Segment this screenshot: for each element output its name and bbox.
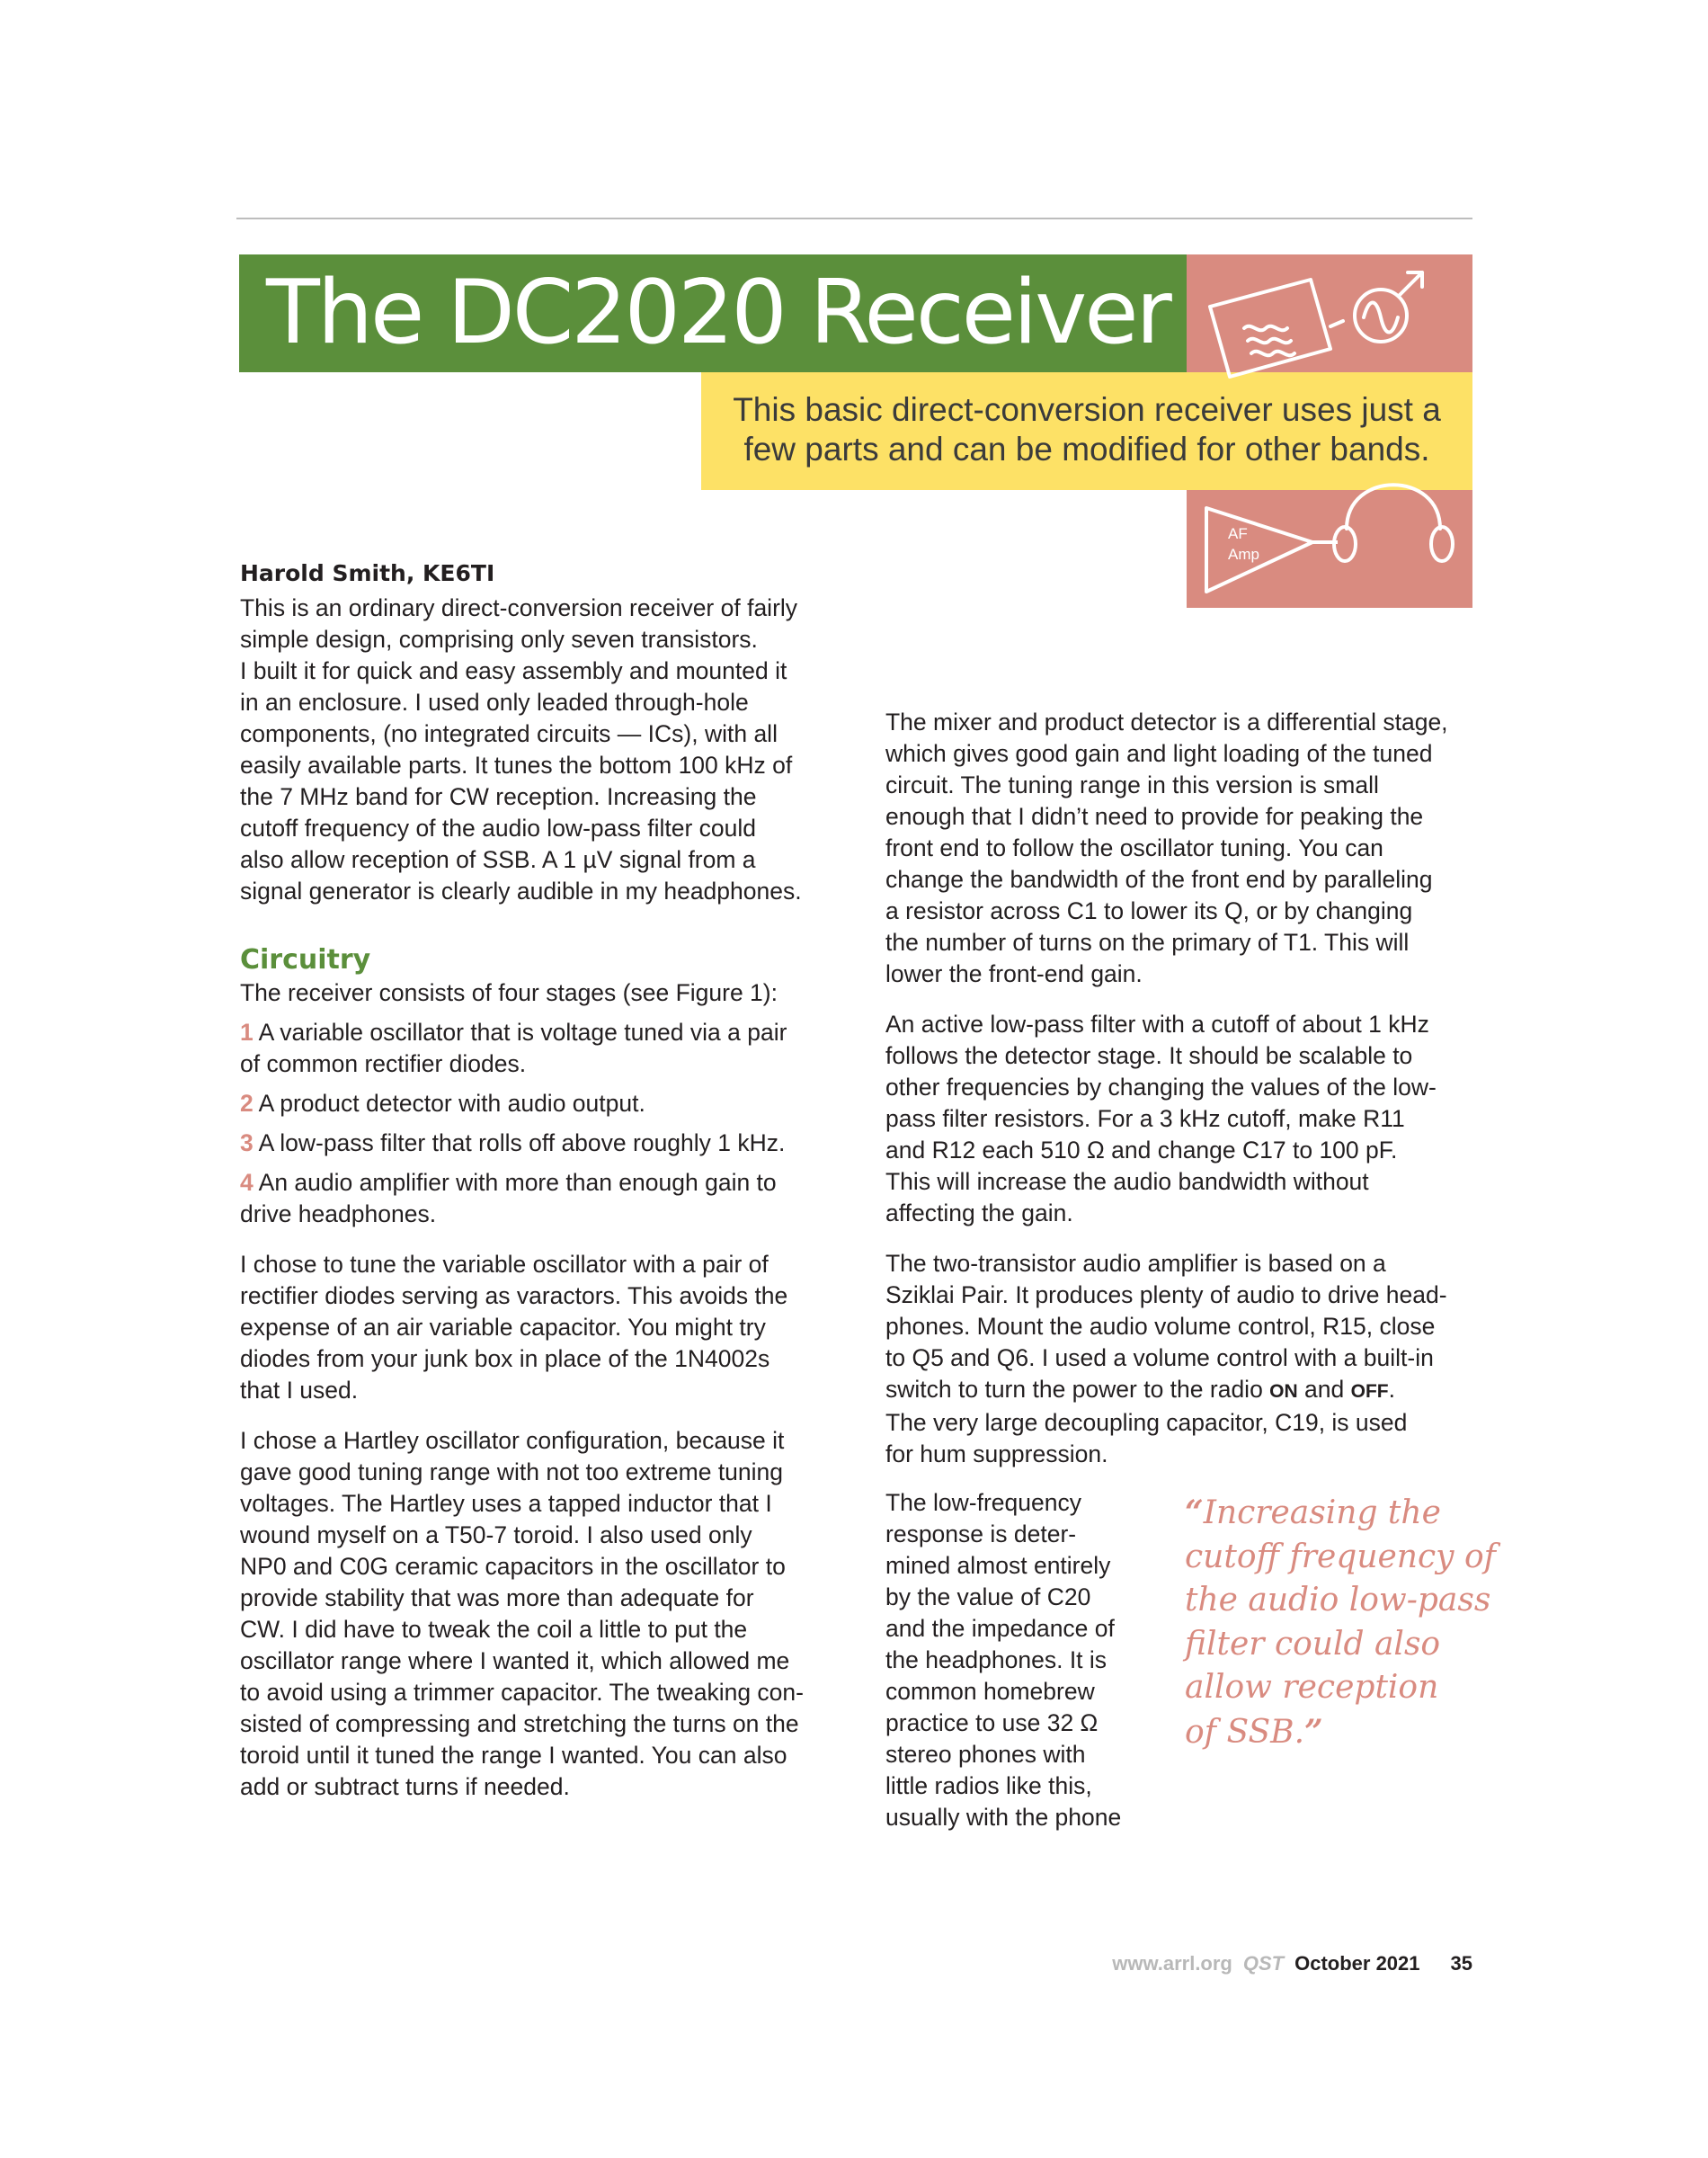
page-number: 35 xyxy=(1450,1952,1472,1975)
narrow-column xyxy=(885,1487,1137,1833)
art-label-af: AF xyxy=(1228,525,1248,542)
top-rule xyxy=(236,218,1472,219)
stage-number: 4 xyxy=(240,1169,254,1196)
author-byline: Harold Smith, KE6TI xyxy=(240,560,495,586)
article-title: The DC2020 Receiver xyxy=(266,262,1170,364)
close-quote-mark: ” xyxy=(1304,1712,1323,1751)
deck-line: This basic direct-conversion receiver uses just a xyxy=(733,391,1441,428)
audio-amp-paragraph: The two-transistor audio amplifier is based on a Sziklai Pair. It produces plenty of audio to drive head- phones. Mount the audio volume control, R15, close to Q5 and Q6. I used a volume control with a built-in switch to turn the power to the radio ON and OFF. The very large decoupling capacitor, C19, is used for hum suppression. xyxy=(885,1250,1447,1467)
filter-paragraph: An active low-pass filter with a cutoff of about 1 kHz follows the detector stage. It should be scalable to other frequencies by changing the values of the low- pass filter resistors. For a 3 kHz cutoff, make R11 and R12 each 510 Ω and change C17 to 100 pF. This will increase the audio bandwidth without affecting the gain. xyxy=(885,1011,1437,1226)
stage-item: 1 A variable oscillator that is voltage tuned via a pair of common rectifier diodes. xyxy=(240,1019,787,1077)
footer-url: www.arrl.org xyxy=(1112,1952,1232,1975)
page-footer xyxy=(1112,1951,1472,1976)
stage-number: 2 xyxy=(240,1090,254,1117)
stage-number: 1 xyxy=(240,1019,254,1046)
block-diagram-art xyxy=(1187,254,1472,608)
amplifier-icon xyxy=(1206,508,1338,592)
section-heading: Circuitry xyxy=(240,944,371,976)
mixer-paragraph: The mixer and product detector is a differential stage, which gives good gain and light loading of the tuned circuit. The tuning range in this version is small enough that I didn’t need to provide for peaking the front end to follow the oscillator tuning. You can change the bandwidth of the front end by paralleling a resistor across C1 to lower its Q, or by changing the number of turns on the primary of T1. This will lower the front-end gain. xyxy=(885,709,1448,987)
stages-intro: The receiver consists of four stages (see Figure 1): xyxy=(240,979,778,1006)
switch-on-label: ON xyxy=(1269,1381,1298,1402)
pull-quote: “Increasing the cutoff frequency of the audio low-pass filter could also allow reception of SSB.” xyxy=(1185,1494,1496,1751)
deck-line: few parts and can be modified for other bands. xyxy=(743,431,1430,468)
open-quote-mark: “ xyxy=(1185,1494,1204,1531)
footer-date: October 2021 xyxy=(1294,1952,1420,1975)
headphones-icon xyxy=(1334,485,1453,561)
intro-paragraph: This is an ordinary direct-conversion receiver of fairly simple design, comprising only seven transistors. I built it for quick and easy assembly and mounted it in an enclosure. I used only leaded through-hole components, (no integrated circuits — ICs), with all easily available parts. It tunes the bottom 100 kHz of the 7 MHz band for CW reception. Increasing the cutoff frequency of the audio low-pass filter could also allow reception of SSB. A 1 µV signal from a signal generator is clearly audible in my headphones. xyxy=(240,594,802,905)
hartley-paragraph: I chose a Hartley oscillator configuration, because it gave good tuning range with not too extreme tuning voltages. The Hartley uses a tapped inductor that I wound myself on a T50-7 toroid. I also used only NP0 and C0G ceramic capacitors in the oscillator to provide stability that was more than adequate for CW. I did have to tweak the coil a little to put the oscillator range where I wanted it, which allowed me to avoid using a trimmer capacitor. The tweaking con- sisted of compressing and stretching the turns on the toroid until it tuned the range I wanted. You can also add or subtract turns if needed. xyxy=(240,1427,804,1800)
oscillator-icon xyxy=(1355,272,1422,342)
stage-number: 3 xyxy=(240,1129,254,1156)
crystal-filter-icon xyxy=(1210,280,1343,377)
art-label-amp: Amp xyxy=(1228,546,1259,563)
stage-item: 4 An audio amplifier with more than enough gain to drive headphones. xyxy=(240,1169,777,1227)
low-frequency-paragraph: The low-frequency response is deter- mined almost entirely by the value of C20 and the impedance of the headphones. It is common homebrew practice to use 32 Ω stereo phones with little radios like this, usually with the phone xyxy=(885,1489,1122,1831)
switch-off-label: OFF xyxy=(1350,1381,1389,1402)
left-column xyxy=(240,557,833,1803)
title-banner xyxy=(239,254,1187,372)
varactor-paragraph: I chose to tune the variable oscillator with a pair of rectifier diodes serving as varactors. This avoids the expense of an air variable capacitor. You might try diodes from your junk box in place of the 1N4002s that I used. xyxy=(240,1251,788,1404)
stage-item: 2 A product detector with audio output. xyxy=(240,1090,645,1117)
footer-magazine: QST xyxy=(1242,1952,1285,1975)
stage-item: 3 A low-pass filter that rolls off above roughly 1 kHz. xyxy=(240,1129,786,1156)
right-column xyxy=(885,707,1479,1470)
